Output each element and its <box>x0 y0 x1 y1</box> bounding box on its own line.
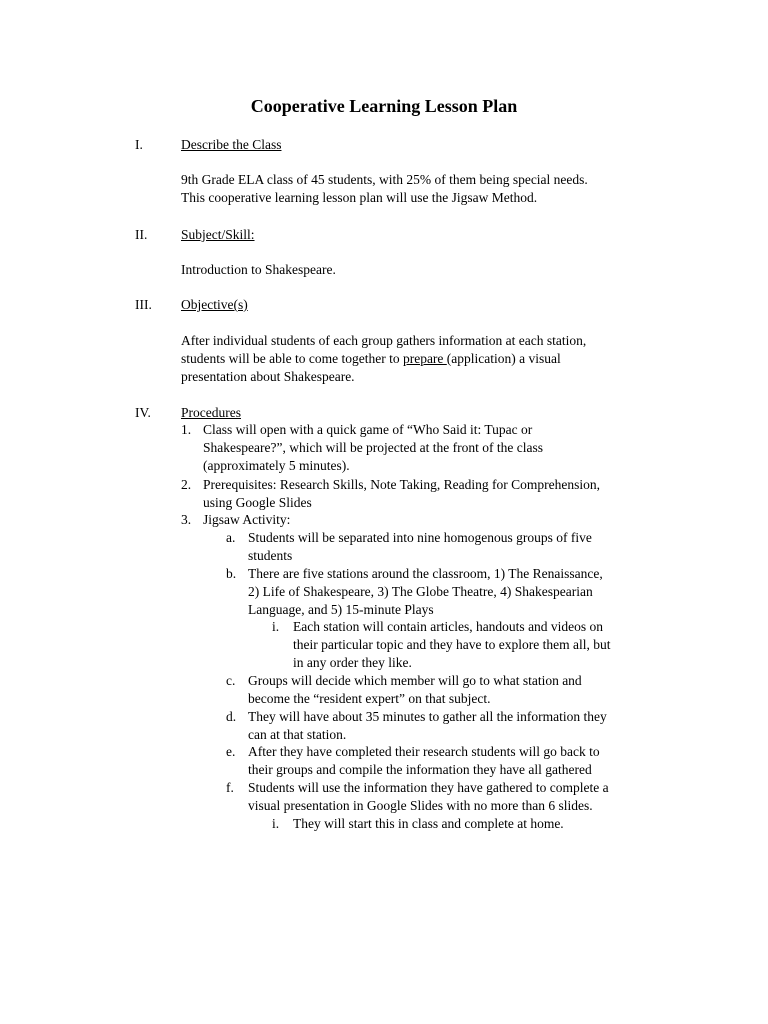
procedure-line: Jigsaw Activity: <box>203 512 291 527</box>
procedure-line: After they have completed their research students will go back to <box>248 744 600 759</box>
procedure-line: can at that station. <box>248 727 347 742</box>
procedure-label: b. <box>226 566 237 581</box>
procedure-line: Language, and 5) 15-minute Plays <box>248 602 434 617</box>
class-description <box>181 171 671 207</box>
section-number-3: III. <box>135 297 152 312</box>
procedure-line: There are five stations around the classroom, 1) The Renaissance, <box>248 566 603 581</box>
objective-paragraph <box>181 332 671 386</box>
procedure-text <box>248 565 670 619</box>
procedure-line: Each station will contain articles, handouts and videos on <box>293 619 604 634</box>
class-description-line: This cooperative learning lesson plan will use the Jigsaw Method. <box>181 190 538 205</box>
procedure-line: Shakespeare?”, which will be projected at the front of the class <box>203 440 543 455</box>
section-heading-subject-skill: Subject/Skill: <box>181 227 255 242</box>
procedure-label: e. <box>226 744 236 759</box>
procedure-line: their particular topic and they have to explore them all, but <box>293 637 611 652</box>
procedure-text <box>203 511 670 529</box>
procedure-text <box>248 779 670 815</box>
objective-line: presentation about Shakespeare. <box>181 369 355 384</box>
procedure-label: a. <box>226 530 236 545</box>
procedure-line: 2) Life of Shakespeare, 3) The Globe Theatre, 4) Shakespearian <box>248 584 593 599</box>
procedure-line: (approximately 5 minutes). <box>203 458 350 473</box>
subject-text: Introduction to Shakespeare. <box>181 262 336 277</box>
procedure-text <box>248 672 670 708</box>
objective-keyword-prepare: prepare <box>402 351 447 366</box>
procedure-line: Class will open with a quick game of “Who Said it: Tupac or <box>203 422 533 437</box>
section-heading-objectives: Objective(s) <box>181 297 248 312</box>
procedure-label: f. <box>226 780 234 795</box>
objective-line: After individual students of each group gathers information at each station, <box>181 333 587 348</box>
section-number-2: II. <box>135 227 148 242</box>
section-number-1: I. <box>135 137 143 152</box>
procedure-line: visual presentation in Google Slides with no more than 6 slides. <box>248 798 593 813</box>
procedure-text <box>248 708 670 744</box>
procedure-line: Prerequisites: Research Skills, Note Taking, Reading for Comprehension, <box>203 477 600 492</box>
procedure-line: They will have about 35 minutes to gather all the information they <box>248 709 607 724</box>
objective-text: (application) a visual <box>446 351 561 366</box>
page-title: Cooperative Learning Lesson Plan <box>250 96 518 116</box>
procedure-text <box>203 476 670 512</box>
procedure-text <box>248 743 670 779</box>
procedure-label: c. <box>226 673 236 688</box>
procedure-label: 1. <box>181 422 192 437</box>
procedure-text <box>203 421 670 475</box>
section-heading-procedures: Procedures <box>181 405 241 420</box>
procedure-line: in any order they like. <box>293 655 412 670</box>
procedure-line: become the “resident expert” on that subject. <box>248 691 491 706</box>
procedure-label: d. <box>226 709 237 724</box>
procedure-label: 2. <box>181 477 192 492</box>
procedure-text <box>293 815 670 833</box>
procedure-label: i. <box>272 816 280 831</box>
section-number-4: IV. <box>135 405 151 420</box>
procedure-line: using Google Slides <box>203 495 312 510</box>
procedure-label: 3. <box>181 512 192 527</box>
procedure-label: i. <box>272 619 280 634</box>
procedure-line: students <box>248 548 293 563</box>
class-description-line: 9th Grade ELA class of 45 students, with 25% of them being special needs. <box>181 172 588 187</box>
procedure-text <box>293 618 670 672</box>
procedure-line: They will start this in class and complete at home. <box>293 816 564 831</box>
procedure-line: Groups will decide which member will go to what station and <box>248 673 582 688</box>
procedure-line: Students will be separated into nine homogenous groups of five <box>248 530 592 545</box>
objective-text: students will be able to come together to <box>181 351 403 366</box>
procedure-line: their groups and compile the information they have all gathered <box>248 762 592 777</box>
section-heading-describe-class: Describe the Class <box>181 137 282 152</box>
objective-line <box>181 350 671 368</box>
procedure-text <box>248 529 670 565</box>
procedure-line: Students will use the information they have gathered to complete a <box>248 780 609 795</box>
